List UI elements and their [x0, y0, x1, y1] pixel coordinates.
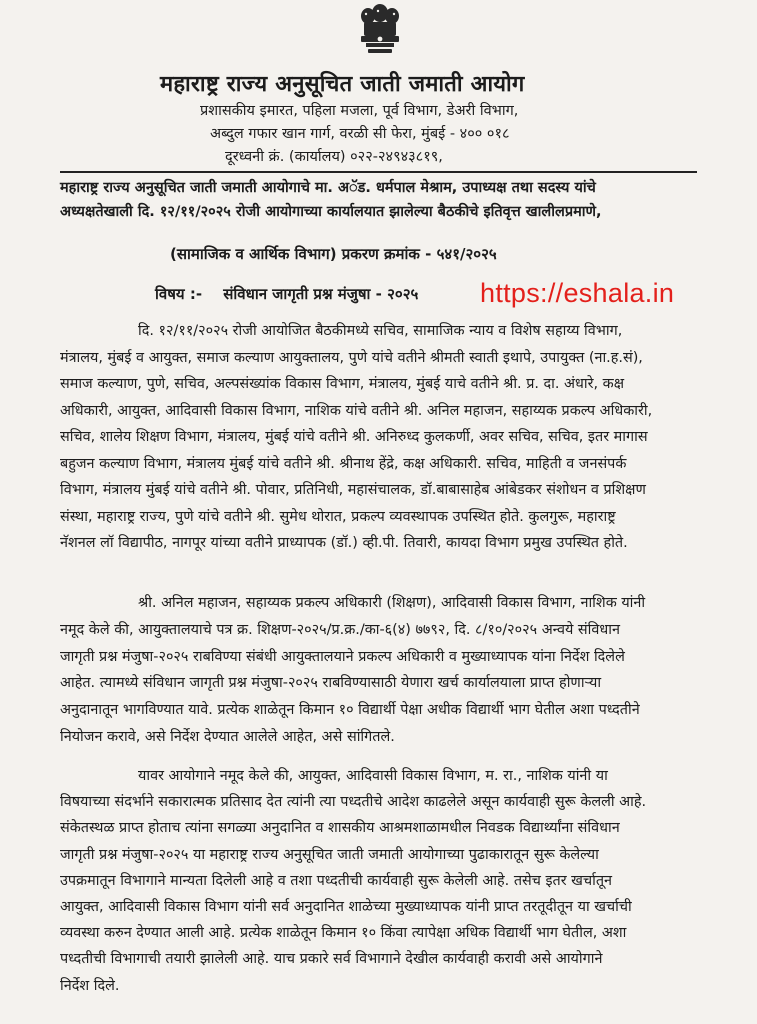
paragraph-line: विषयाच्या संदर्भाने सकारात्मक प्रतिसाद देत त्यांनी त्या पध्दतीचे आदेश काढलेले असून कार्यवाही सुरू केलली आहे.	[60, 794, 647, 811]
subject-label: विषय :-	[155, 285, 203, 303]
paragraph-line: मंत्रालय, मुंबई व आयुक्त, समाज कल्याण आयुक्तालय, पुणे यांचे वतीने श्रीमती स्वाती इथापे, उपायुक्त (ना.ह.सं),	[60, 349, 643, 366]
case-number-heading: (सामाजिक व आर्थिक विभाग) प्रकरण क्रमांक - ५४१/२०२५	[170, 245, 497, 263]
paragraph-line: अनुदानातून भागविण्यात यावे. प्रत्येक शाळेतून किमान १० विद्यार्थी पेक्षा अधीक विद्यार्थी भाग घेतील अशा पध्दतीने	[60, 702, 640, 719]
paragraph-line: समाज कल्याण, पुणे, सचिव, अल्पसंख्यांक विकास विभाग, मंत्रालय, मुंबई याचे वतीने श्री. प्र. दा. अंधारे, कक्ष	[60, 376, 625, 392]
paragraph-line: आहेत. त्यामध्ये संविधान जागृती प्रश्न मंजुषा-२०२५ राबविण्यासाठी येणारा खर्च कार्यालयाला प्राप्त होणाऱ्या	[60, 675, 602, 692]
intro-line: महाराष्ट्र राज्य अनुसूचित जाती जमाती आयोगाचे मा. अॅड. धर्मपाल मेश्राम, उपाध्यक्ष तथा सदस्य यांचे	[60, 180, 596, 196]
paragraph-line: नियोजन करावे, असे निर्देश देण्यात आलेले आहेत, असे सांगितले.	[60, 728, 395, 745]
paragraph-statement	[60, 590, 715, 751]
paragraph-line: नॅशनल लॉ विद्यापीठ, नागपूर यांच्या वतीने प्राध्यापक (डॉ.) व्ही.पी. तिवारी, कायदा विभाग प्रमुख उपस्थित होते.	[60, 535, 628, 551]
paragraph-line: विभाग, मंत्रालय मुंबई यांचे वतीने श्री. पोवार, प्रतिनिधी, महासंचालक, डॉ.बाबासाहेब आंबेडकर संशोधन व प्रशिक्षण	[60, 482, 646, 498]
subject-text: संविधान जागृती प्रश्न मंजुषा - २०२५	[223, 285, 419, 303]
paragraph-line: यावर आयोगाने नमूद केले की, आयुक्त, आदिवासी विकास विभाग, म. रा., नाशिक यांनी या	[138, 768, 608, 784]
paragraph-line: श्री. अनिल महाजन, सहाय्यक प्रकल्प अधिकारी (शिक्षण), आदिवासी विकास विभाग, नाशिक यांनी	[138, 595, 646, 611]
paragraph-line: उपक्रमातून विभागाने मान्यता दिलेली आहे व तशा पध्दतीची कार्यवाही सुरू केलेली आहे. तसेच इतर खर्चातून	[60, 872, 613, 889]
paragraph-line: संकेतस्थळ प्राप्त होताच त्यांना सगळ्या अनुदानित व शासकीय आश्रमशाळामधील निवडक विद्यार्थ्यांना संविधान	[60, 820, 620, 837]
state-emblem-icon	[352, 2, 408, 62]
paragraph-line: पध्दतीची विभागाची तयारी झालेली आहे. याच प्रकारे सर्व विभागाने देखील कार्यवाही करावी असे आयोगाने	[60, 951, 603, 968]
paragraph-line: जागृती प्रश्न मंजुषा-२०२५ राबविण्या संबंधी आयुक्तालयाने प्रकल्प अधिकारी व मुख्याध्यापक यांना निर्देश दिलेले	[60, 648, 625, 665]
intro-text	[60, 176, 710, 224]
phone-line: दूरध्वनी क्रं. (कार्यालय) ०२२-२४९४३८१९,	[225, 149, 443, 165]
organization-title: महाराष्ट्र राज्य अनुसूचित जाती जमाती आयोग	[160, 72, 525, 97]
address-line-2: अब्दुल गफार खान गार्ग, वरळी सी फेरा, मुंबई - ४०० ०१८	[210, 126, 510, 142]
paragraph-line: नमूद केले की, आयुक्तालयाचे पत्र क्र. शिक्षण-२०२५/प्र.क्र./का-६(४) ७७९२, दि. ८/१०/२०२५ अन्वये संविधान	[60, 621, 620, 638]
paragraph-line: व्यवस्था करुन देण्यात आली आहे. प्रत्येक शाळेतून किमान १० किंवा त्यापेक्षा अधिक विद्यार्थी भाग घेतील, अशा	[60, 925, 627, 942]
paragraph-line: निर्देश दिले.	[60, 977, 120, 994]
paragraph-line: संस्था, महाराष्ट्र राज्य, पुणे यांचे वतीने श्री. सुमेध थोरात, प्रकल्प व्यवस्थापक उपस्थित होते. कुलगुरू, महाराष्ट्र	[60, 508, 616, 525]
paragraph-line: सचिव, शालेय शिक्षण विभाग, मंत्रालय, मुंबई यांचे वतीने श्री. अनिरुध्द कुलकर्णी, अवर सचिव, सचिव, इतर मागास	[60, 429, 648, 445]
intro-line: अध्यक्षतेखाली दि. १२/११/२०२५ रोजी आयोगाच्या कार्यालयात झालेल्या बैठकीचे इतिवृत्त खालीलप्रमाणे,	[60, 204, 602, 220]
paragraph-directive	[60, 763, 715, 999]
paragraph-attendees	[60, 318, 715, 557]
website-watermark: https://eshala.in	[480, 278, 675, 308]
subject-row	[155, 284, 418, 304]
paragraph-line: बहुजन कल्याण विभाग, मंत्रालय मुंबई यांचे वतीने श्री. श्रीनाथ हेंद्रे, कक्ष अधिकारी. सचिव, माहिती व जनसंपर्क	[60, 455, 627, 472]
header-divider	[60, 171, 697, 173]
paragraph-line: अधिकारी, आयुक्त, आदिवासी विकास विभाग, नाशिक यांचे वतीने श्री. अनिल महाजन, सहाय्यक प्रकल्प अधिकारी,	[60, 402, 653, 419]
address-line-1: प्रशासकीय इमारत, पहिला मजला, पूर्व विभाग, डेअरी विभाग,	[200, 103, 519, 119]
paragraph-line: आयुक्त, आदिवासी विकास विभाग यांनी सर्व अनुदानित शाळेच्या मुख्याध्यापक यांनी प्राप्त तरतूदीतून या खर्चाची	[60, 899, 632, 916]
paragraph-line: जागृती प्रश्न मंजुषा-२०२५ या महाराष्ट्र राज्य अनुसूचित जाती जमाती आयोगाच्या पुढाकारातून सुरू केलेल्या	[60, 846, 599, 863]
paragraph-line: दि. १२/११/२०२५ रोजी आयोजित बैठकीमध्ये सचिव, सामाजिक न्याय व विशेष सहाय्य विभाग,	[138, 323, 623, 339]
